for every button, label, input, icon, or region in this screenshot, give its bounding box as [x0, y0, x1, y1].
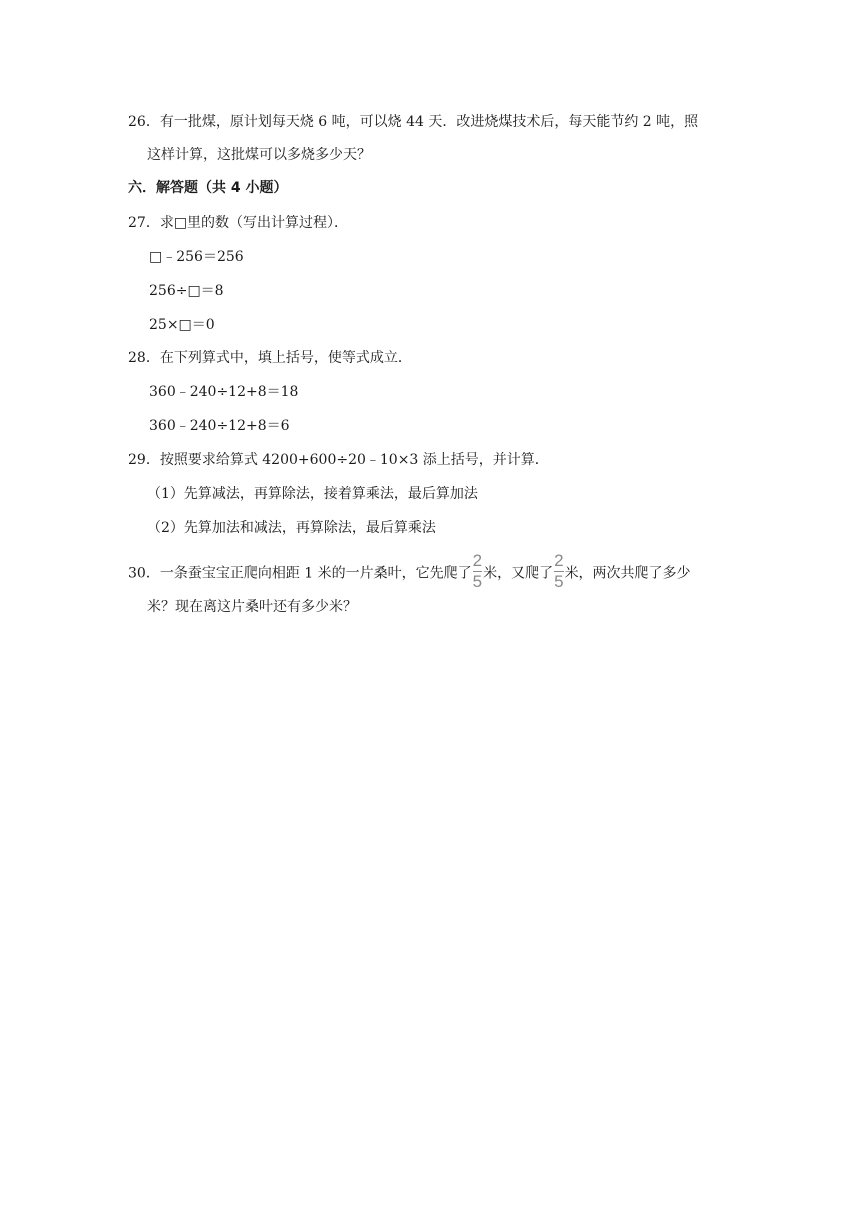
q29-stem: 29．按照要求给算式 4200+600÷20﹣10×3 添上括号，并计算． — [128, 452, 549, 468]
fraction-numerator: 2 — [554, 551, 564, 570]
q30-text-1: 30．一条蚕宝宝正爬向相距 1 米的一片桑叶，它先爬了 — [128, 565, 472, 582]
q29-part-1: （1）先算减法，再算除法，接着算乘法，最后算加法 — [147, 486, 478, 502]
fraction-denominator: 5 — [472, 572, 483, 591]
fraction-two-fifths — [554, 553, 563, 590]
q28-stem: 28．在下列算式中，填上括号，使等式成立． — [128, 350, 412, 366]
fraction-denominator: 5 — [554, 572, 564, 591]
q29-part-2: （2）先算加法和减法，再算除法，最后算乘法 — [147, 520, 436, 536]
q27-equation-3: 25×□＝0 — [149, 317, 215, 333]
section-heading: 六．解答题（共 4 小题） — [128, 180, 288, 196]
q30-line1 — [128, 551, 691, 592]
q30-text-3: 米，两次共爬了多少 — [564, 565, 691, 582]
fraction-numerator: 2 — [472, 551, 483, 570]
q27-equation-2: 256÷□＝8 — [149, 283, 224, 299]
q28-equation-1: 360﹣240÷12+8＝18 — [149, 384, 299, 400]
q30-line2: 米？现在离这片桑叶还有多少米？ — [147, 599, 357, 615]
q27-equation-1: □﹣256＝256 — [149, 249, 244, 265]
q30-text-2: 米，又爬了 — [483, 565, 554, 582]
q26-line1: 26．有一批煤，原计划每天烧 6 吨，可以烧 44 天．改进烧煤技术后，每天能节约 2 吨，照 — [128, 114, 699, 130]
q28-equation-2: 360﹣240÷12+8＝6 — [149, 418, 290, 434]
q27-stem: 27．求□里的数（写出计算过程）． — [128, 215, 349, 231]
q26-line2: 这样计算，这批煤可以多烧多少天？ — [147, 147, 371, 163]
fraction-two-fifths — [473, 553, 482, 590]
